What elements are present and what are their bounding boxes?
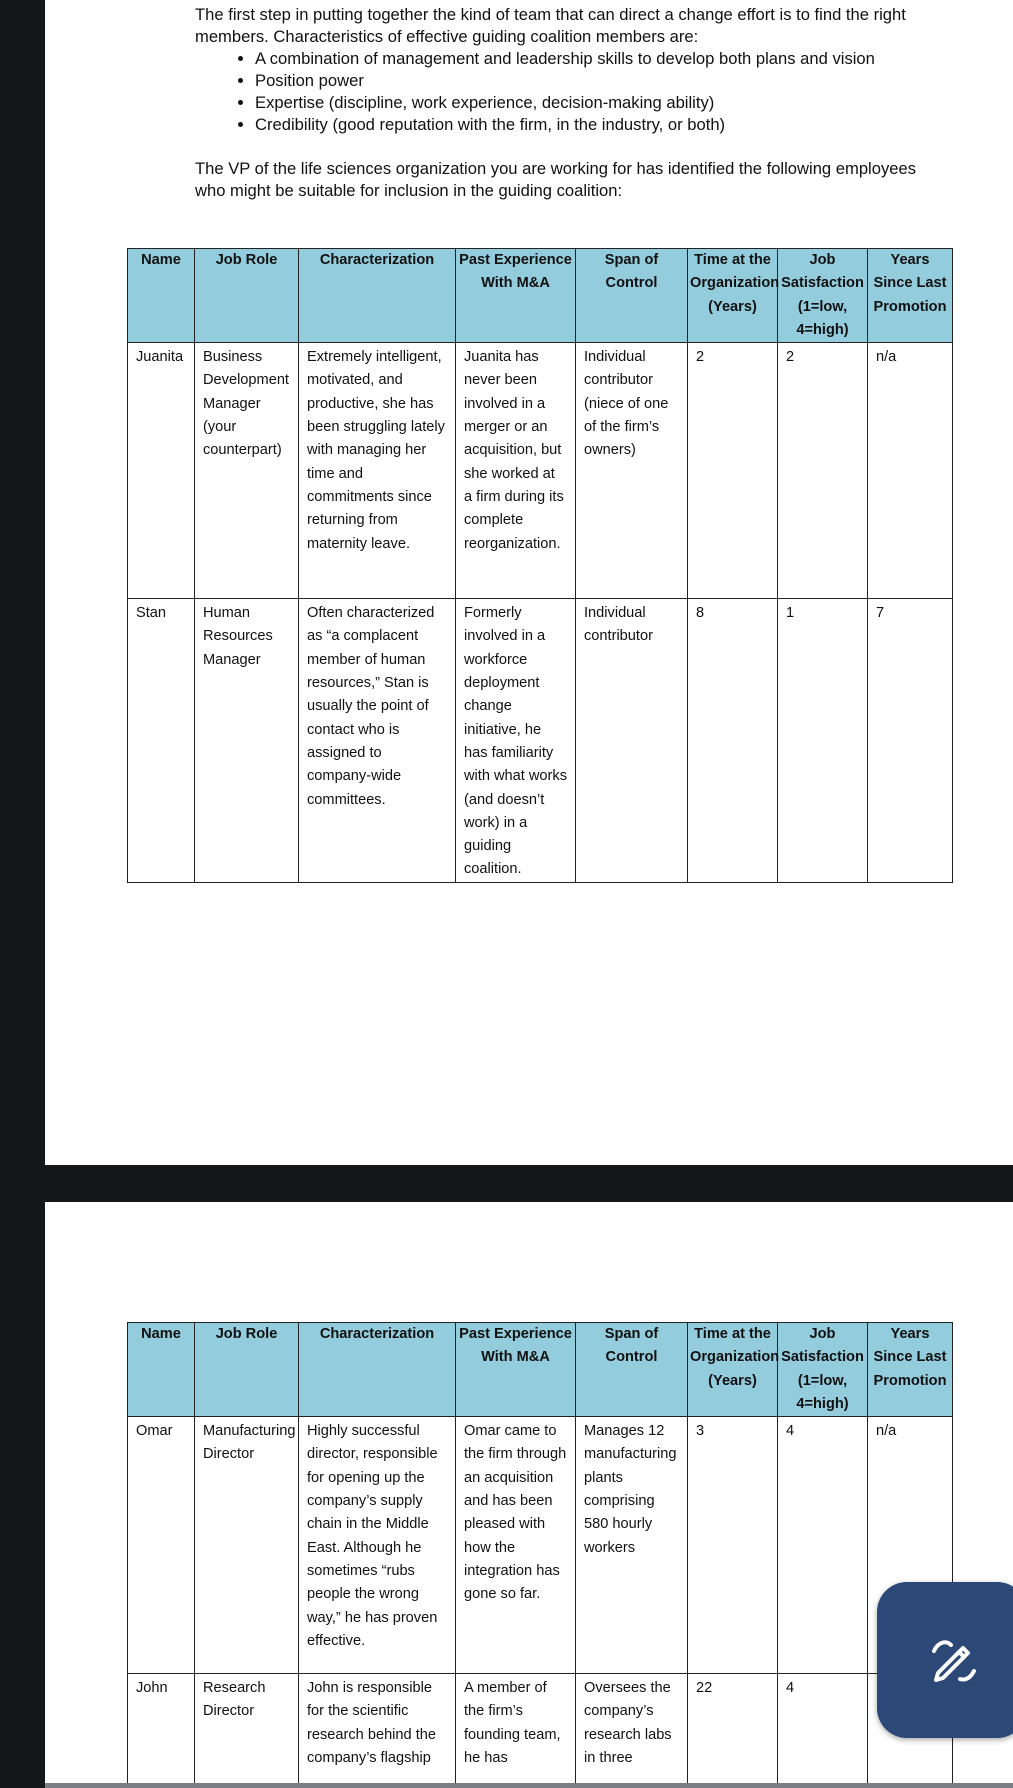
- table-row: [128, 343, 953, 599]
- cell-span-of-control: Manages 12 manufacturing plants comprising 580 hourly workers: [576, 1417, 688, 1674]
- header-job-satisfaction: Job Satisfaction (1=low, 4=high): [778, 249, 868, 343]
- cell-span-of-control: Individual contributor (niece of one of the firm’s owners): [576, 343, 688, 599]
- cell-name: Juanita: [128, 343, 195, 599]
- table-row: [128, 599, 953, 883]
- table-row: [128, 1417, 953, 1674]
- edit-button[interactable]: [877, 1582, 1013, 1738]
- list-item: • A combination of management and leadership skills to develop both plans and vision: [255, 48, 935, 70]
- cell-past-experience: Formerly involved in a workforce deployment change initiative, he has familiarity with what works (and doesn’t work) in a guiding coalition.: [456, 599, 576, 883]
- cell-characterization: Extremely intelligent, motivated, and productive, she has been struggling lately with managing her time and commitments since returning from maternity leave.: [299, 343, 456, 599]
- cell-characterization: Highly successful director, responsible for opening up the company’s supply chain in the Middle East. Although he sometimes “rubs people the wrong way,” he has proven effective.: [299, 1417, 456, 1674]
- cell-time-at-organization: 2: [688, 343, 778, 599]
- cell-job-role: Manufacturing Director: [195, 1417, 299, 1674]
- cell-job-role: Human Resources Manager: [195, 599, 299, 883]
- header-name: Name: [128, 1323, 195, 1417]
- horizontal-scrollbar[interactable]: [45, 1783, 1013, 1788]
- header-years-since-promotion: Years Since Last Promotion: [868, 1323, 953, 1417]
- cell-past-experience: A member of the firm’s founding team, he has: [456, 1674, 576, 1788]
- table-header-row: [128, 249, 953, 343]
- intro-paragraph-1: The first step in putting together the kind of team that can direct a change effort is to find the right members. Characteristics of effective guiding coalition members are:: [195, 5, 906, 46]
- document-page-1: [45, 0, 1013, 1165]
- list-item: • Credibility (good reputation with the firm, in the industry, or both): [255, 114, 935, 136]
- header-years-since-promotion: Years Since Last Promotion: [868, 249, 953, 343]
- cell-job-satisfaction: 4: [778, 1417, 868, 1674]
- header-span-of-control: Span of Control: [576, 1323, 688, 1417]
- cell-span-of-control: Oversees the company’s research labs in three: [576, 1674, 688, 1788]
- cell-time-at-organization: 22: [688, 1674, 778, 1788]
- cell-past-experience: Juanita has never been involved in a merger or an acquisition, but she worked at a firm during its complete reorganization.: [456, 343, 576, 599]
- cell-years-since-promotion: 7: [868, 599, 953, 883]
- employee-table-page-1: [127, 248, 953, 883]
- document-page-2: [45, 1202, 1013, 1788]
- intro-text: [195, 4, 935, 202]
- list-item: • Expertise (discipline, work experience, decision-making ability): [255, 92, 935, 114]
- cell-time-at-organization: 8: [688, 599, 778, 883]
- cell-job-role: Research Director: [195, 1674, 299, 1788]
- cell-span-of-control: Individual contributor: [576, 599, 688, 883]
- header-past-experience: Past Experience With M&A: [456, 1323, 576, 1417]
- cell-job-satisfaction: 4: [778, 1674, 868, 1788]
- cell-time-at-organization: 3: [688, 1417, 778, 1674]
- cell-job-satisfaction: 2: [778, 343, 868, 599]
- cell-years-since-promotion: n/a: [868, 343, 953, 599]
- cell-characterization: Often characterized as “a complacent member of human resources,” Stan is usually the point of contact who is assigned to company-wide committees.: [299, 599, 456, 883]
- header-span-of-control: Span of Control: [576, 249, 688, 343]
- cell-past-experience: Omar came to the firm through an acquisition and has been pleased with how the integration has gone so far.: [456, 1417, 576, 1674]
- employee-table-page-2: [127, 1322, 953, 1788]
- cell-job-satisfaction: 1: [778, 599, 868, 883]
- header-job-role: Job Role: [195, 249, 299, 343]
- table-row: [128, 1674, 953, 1788]
- header-characterization: Characterization: [299, 249, 456, 343]
- characteristics-list: [195, 48, 935, 136]
- cell-characterization: John is responsible for the scientific research behind the company’s flagship: [299, 1674, 456, 1788]
- intro-paragraph-2: The VP of the life sciences organization you are working for has identified the following employees who might be suitable for inclusion in the guiding coalition:: [195, 159, 917, 200]
- header-job-role: Job Role: [195, 1323, 299, 1417]
- header-characterization: Characterization: [299, 1323, 456, 1417]
- cell-name: John: [128, 1674, 195, 1788]
- header-name: Name: [128, 249, 195, 343]
- header-time-at-organization: Time at the Organization (Years): [688, 1323, 778, 1417]
- header-job-satisfaction: Job Satisfaction (1=low, 4=high): [778, 1323, 868, 1417]
- cell-name: Omar: [128, 1417, 195, 1674]
- header-past-experience: Past Experience With M&A: [456, 249, 576, 343]
- cell-name: Stan: [128, 599, 195, 883]
- table-header-row: [128, 1323, 953, 1417]
- cell-years-since-promotion: n/a: [868, 1417, 953, 1674]
- cell-job-role: Business Development Manager (your counterpart): [195, 343, 299, 599]
- header-time-at-organization: Time at the Organization (Years): [688, 249, 778, 343]
- pen-edit-icon: [929, 1635, 979, 1685]
- list-item: • Position power: [255, 70, 935, 92]
